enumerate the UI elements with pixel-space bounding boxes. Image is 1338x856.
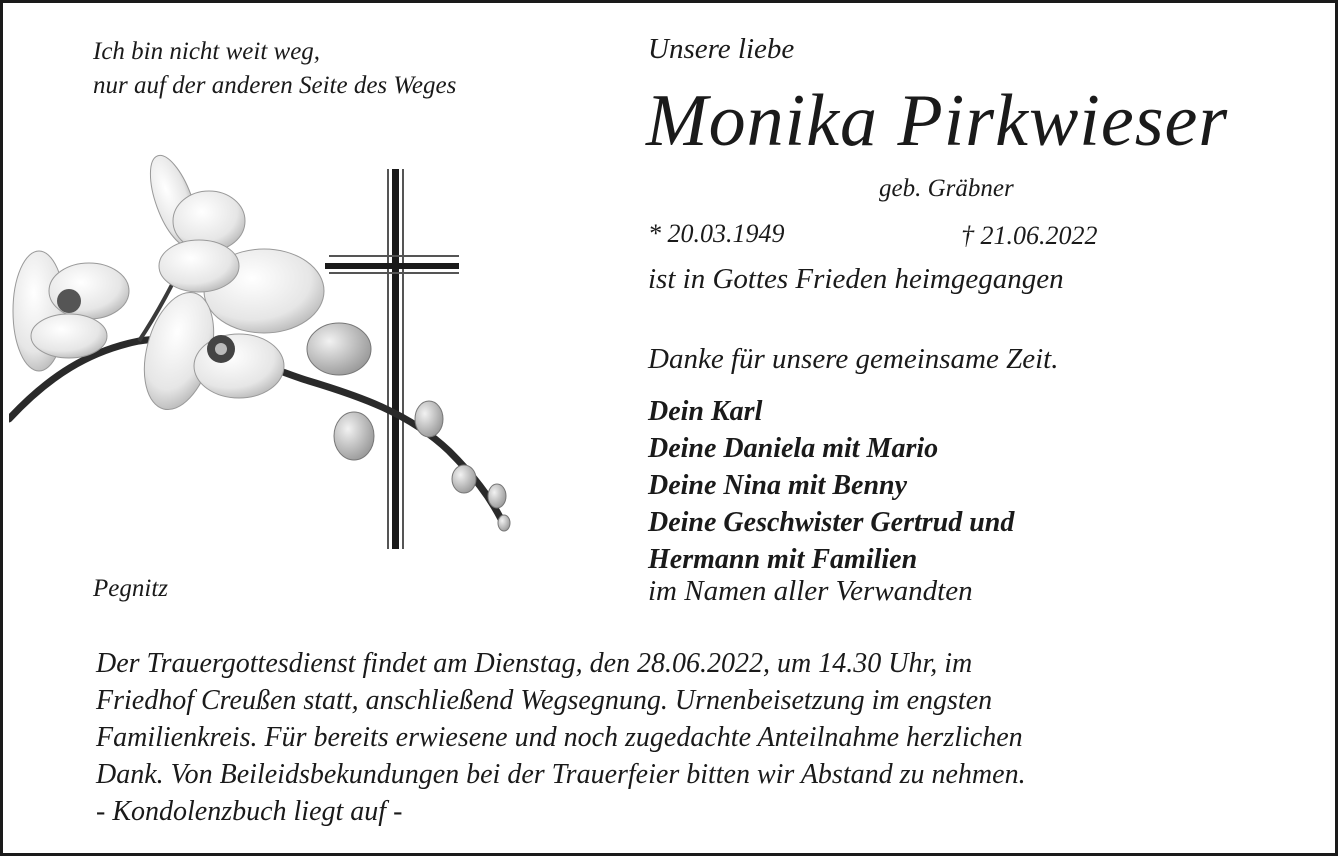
motto-line-1: Ich bin nicht weit weg,	[93, 38, 321, 65]
mourner: Dein Karl	[648, 396, 763, 427]
mourner: Deine Nina mit Benny	[648, 470, 908, 501]
notice-line: Der Trauergottesdienst findet am Dienstag, den 28.06.2022, um 14.30 Uhr, im	[96, 648, 973, 679]
place-name: Pegnitz	[93, 575, 168, 602]
service-notice	[96, 645, 1026, 830]
birth-date: * 20.03.1949	[648, 219, 785, 248]
death-date: † 21.06.2022	[961, 221, 1098, 250]
maiden-name: geb. Gräbner	[879, 175, 1014, 202]
intro-text: Unsere liebe	[648, 33, 795, 65]
thanks-text: Danke für unsere gemeinsame Zeit.	[648, 343, 1059, 375]
relatives-text: im Namen aller Verwandten	[648, 575, 973, 607]
mourner: Deine Geschwister Gertrud und	[648, 507, 1015, 538]
passing-text: ist in Gottes Frieden heimgegangen	[648, 263, 1064, 295]
orchid-branch-icon	[9, 151, 510, 531]
mourner: Deine Daniela mit Mario	[648, 433, 939, 464]
motto	[93, 35, 456, 103]
deceased-name: Monika Pirkwieser	[646, 80, 1229, 162]
mourner-list	[648, 393, 1014, 578]
notice-line: - Kondolenzbuch liegt auf -	[96, 796, 403, 827]
mourner: Hermann mit Familien	[648, 544, 918, 575]
notice-line: Familienkreis. Für bereits erwiesene und noch zugedachte Anteilnahme herzlichen	[96, 722, 1023, 753]
notice-line: Dank. Von Beileidsbekundungen bei der Trauerfeier bitten wir Abstand zu nehmen.	[96, 759, 1026, 790]
motto-line-2: nur auf der anderen Seite des Weges	[93, 72, 457, 99]
orchid-cross-artwork	[9, 151, 529, 551]
notice-line: Friedhof Creußen statt, anschließend Wegsegnung. Urnenbeisetzung im engsten	[96, 685, 993, 716]
